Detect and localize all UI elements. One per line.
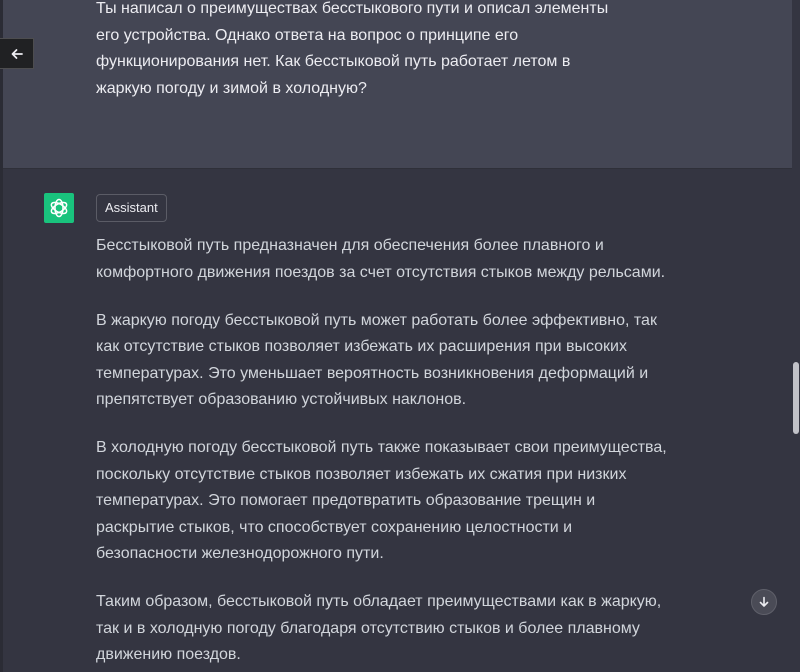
arrow-left-icon — [10, 47, 24, 61]
response-paragraph: В холодную погоду бесстыковой путь также показывает свои преимущества, поскольку отсутствие стыков позволяет избежать их сжатия при низких температурах. Это помогает предотвратить образование трещин и раскрытие стыков, что способствует сохранению целостности и безопасности железнодорожного пути. — [96, 439, 667, 562]
user-message-text: Ты написал о преимуществах бесстыкового пути и описал элементы его устройства. Однако ответа на вопрос о принципе его функционирования нет. Как бесстыковой путь работает летом в жаркую погоду и зимой в холодную? — [96, 0, 609, 97]
arrow-down-icon — [758, 596, 770, 608]
assistant-message — [3, 169, 792, 672]
assistant-response — [96, 233, 676, 672]
scrollbar[interactable] — [792, 0, 800, 672]
scroll-to-bottom-button[interactable] — [751, 589, 777, 615]
response-paragraph: В жаркую погоду бесстыковой путь может работать более эффективно, так как отсутствие стыков позволяет избежать их расширения при высоких температурах. Это уменьшает вероятность возникновения деформаций и препятствует образованию устойчивых наклонов. — [96, 311, 657, 408]
user-message — [3, 0, 792, 169]
response-paragraph: Таким образом, бесстыковой путь обладает преимуществами как в жаркую, так и в холодную погоду благодаря отсутствию стыков и более плавному движению поездов. — [96, 593, 662, 663]
scrollbar-thumb[interactable] — [793, 362, 799, 434]
assistant-avatar — [44, 193, 74, 223]
assistant-role-badge: Assistant — [96, 194, 167, 222]
response-paragraph: Бесстыковой путь предназначен для обеспечения более плавного и комфортного движения поездов за счет отсутствия стыков между рельсами. — [96, 237, 666, 281]
back-button[interactable] — [0, 38, 34, 69]
openai-logo-icon — [48, 197, 70, 219]
